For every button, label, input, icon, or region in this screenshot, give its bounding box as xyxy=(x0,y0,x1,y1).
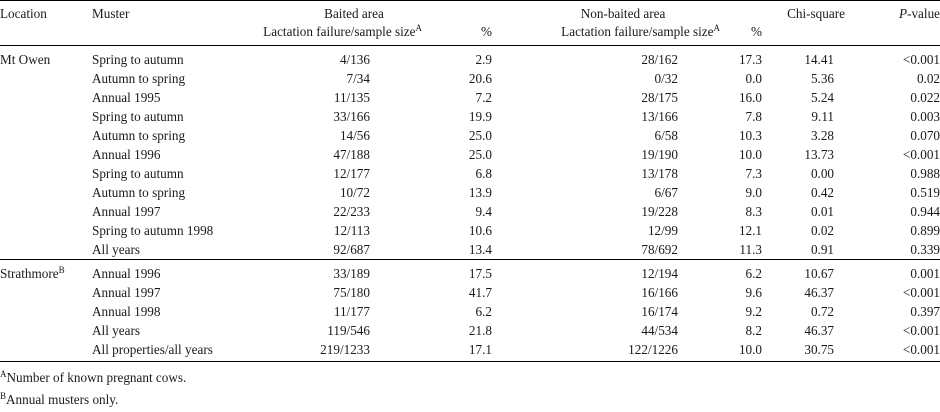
location-cell xyxy=(0,240,92,260)
location-cell xyxy=(0,340,92,362)
p-value-cell: 0.070 xyxy=(910,128,940,143)
header-nonbaited-lactation: Lactation failure/sample size$^A$ xyxy=(514,22,724,46)
nonbaited-pct-cell: 0.0 xyxy=(745,71,763,86)
location-cell: Mt Owen xyxy=(0,52,51,67)
header-p-value: P-value xyxy=(899,5,940,21)
chi-square-cell: 14.41 xyxy=(804,52,835,67)
header-baited-pct: % xyxy=(422,22,514,46)
table-row xyxy=(0,321,940,340)
muster-cell: All years xyxy=(92,323,140,338)
muster-cell: All years xyxy=(92,242,140,257)
nonbaited-pct-cell: 9.2 xyxy=(745,304,763,319)
baited-ratio-cell: 33/166 xyxy=(333,109,370,124)
muster-cell: Annual 1997 xyxy=(92,204,161,219)
baited-ratio-cell: 12/113 xyxy=(333,223,370,238)
baited-pct-cell: 20.6 xyxy=(468,71,492,86)
p-value-cell: <0.001 xyxy=(902,52,940,67)
header-nonbaited-pct: % xyxy=(724,22,772,46)
nonbaited-ratio-cell: 19/190 xyxy=(641,147,678,162)
table-row xyxy=(0,107,940,126)
table-row xyxy=(0,340,940,362)
baited-pct-cell: 6.2 xyxy=(475,304,492,319)
table-row xyxy=(0,302,940,321)
p-value-cell: 0.988 xyxy=(910,166,940,181)
nonbaited-ratio-cell: 16/174 xyxy=(641,304,678,319)
header-baited-lactation: Lactation failure/sample size$^A$ xyxy=(262,22,422,46)
table-row xyxy=(0,260,940,284)
p-value-cell: <0.001 xyxy=(860,340,940,362)
location-cell xyxy=(0,126,92,145)
nonbaited-ratio-cell: 122/1226 xyxy=(514,340,724,362)
nonbaited-ratio-cell: 6/67 xyxy=(654,185,678,200)
chi-square-cell: 0.02 xyxy=(810,223,835,238)
nonbaited-ratio-cell: 12/99 xyxy=(647,223,678,238)
baited-ratio-cell: 47/188 xyxy=(333,147,370,162)
nonbaited-ratio-cell: 78/692 xyxy=(641,242,678,257)
nonbaited-ratio-cell: 12/194 xyxy=(514,260,724,284)
location-cell xyxy=(0,283,92,302)
location-cell xyxy=(0,183,92,202)
muster-cell: Autumn to spring xyxy=(92,185,186,200)
location-cell xyxy=(0,321,92,340)
baited-ratio-cell: 33/189 xyxy=(262,260,422,284)
chi-square-cell: 3.28 xyxy=(810,128,835,143)
nonbaited-pct-cell: 11.3 xyxy=(739,242,763,257)
table-row xyxy=(0,46,940,70)
baited-pct-cell: 7.2 xyxy=(475,90,492,105)
location-cell xyxy=(0,69,92,88)
table-row xyxy=(0,183,940,202)
p-value-cell: 0.944 xyxy=(910,204,940,219)
group-mt-owen xyxy=(0,46,940,260)
nonbaited-pct-cell: 10.0 xyxy=(724,340,772,362)
location-cell xyxy=(0,221,92,240)
baited-ratio-cell: 92/687 xyxy=(333,242,370,257)
chi-square-cell: 0.91 xyxy=(810,242,835,257)
baited-pct-cell: 13.9 xyxy=(468,185,492,200)
nonbaited-pct-cell: 7.8 xyxy=(745,109,763,124)
nonbaited-pct-cell: 8.2 xyxy=(745,323,763,338)
baited-ratio-cell: 119/546 xyxy=(327,323,370,338)
table-row xyxy=(0,202,940,221)
p-value-cell: 0.003 xyxy=(910,109,940,124)
chi-square-cell: 0.01 xyxy=(810,204,835,219)
nonbaited-pct-cell: 17.3 xyxy=(738,52,763,67)
nonbaited-ratio-cell: 44/534 xyxy=(641,323,678,338)
footnote-b: $^B$Annual musters only. xyxy=(0,391,119,407)
baited-pct-cell: 19.9 xyxy=(468,109,492,124)
muster-cell: Annual 1997 xyxy=(92,285,161,300)
chi-square-cell: 0.00 xyxy=(810,166,835,181)
location-cell: Strathmore$^B$ xyxy=(0,260,92,284)
nonbaited-ratio-cell: 0/32 xyxy=(654,71,678,86)
nonbaited-ratio-cell: 28/175 xyxy=(641,90,678,105)
table-row xyxy=(0,69,940,88)
chi-square-cell: 0.42 xyxy=(810,185,835,200)
chi-square-cell: 0.72 xyxy=(810,304,835,319)
table-row xyxy=(0,88,940,107)
location-cell xyxy=(0,88,92,107)
baited-pct-cell: 6.8 xyxy=(475,166,492,181)
footnote-a: $^A$Number of known pregnant cows. xyxy=(0,369,187,385)
baited-ratio-cell: 12/177 xyxy=(333,166,370,181)
p-value-cell: 0.02 xyxy=(916,71,940,86)
p-value-cell: 0.519 xyxy=(910,185,940,200)
nonbaited-pct-cell: 8.3 xyxy=(745,204,763,219)
chi-square-cell: 46.37 xyxy=(804,285,835,300)
nonbaited-pct-cell: 6.2 xyxy=(724,260,772,284)
baited-ratio-cell: 4/136 xyxy=(339,52,370,67)
baited-pct-cell: 17.1 xyxy=(422,340,514,362)
baited-ratio-cell: 10/72 xyxy=(339,185,370,200)
header-location: Location xyxy=(0,5,47,21)
chi-square-cell: 5.24 xyxy=(810,90,835,105)
muster-cell: Spring to autumn xyxy=(92,52,184,67)
baited-ratio-cell: 14/56 xyxy=(339,128,370,143)
baited-ratio-cell: 219/1233 xyxy=(262,340,422,362)
baited-pct-cell: 13.4 xyxy=(468,242,492,257)
nonbaited-ratio-cell: 6/58 xyxy=(654,128,678,143)
nonbaited-pct-cell: 7.3 xyxy=(745,166,763,181)
p-value-cell: 0.022 xyxy=(910,90,940,105)
muster-cell: Spring to autumn xyxy=(92,109,184,124)
baited-ratio-cell: 22/233 xyxy=(333,204,370,219)
baited-pct-cell: 21.8 xyxy=(468,323,492,338)
location-cell xyxy=(0,145,92,164)
header-muster: Muster xyxy=(92,5,130,21)
chi-square-cell: 13.73 xyxy=(804,147,835,162)
baited-pct-cell: 9.4 xyxy=(475,204,492,219)
group-strathmore xyxy=(0,260,940,362)
p-value-cell: <0.001 xyxy=(902,323,940,338)
location-cell xyxy=(0,164,92,183)
muster-cell: Annual 1996 xyxy=(92,147,161,162)
nonbaited-ratio-cell: 13/166 xyxy=(641,109,678,124)
muster-cell: All properties/all years xyxy=(92,340,262,362)
muster-cell: Spring to autumn xyxy=(92,166,184,181)
table-header xyxy=(0,1,940,46)
chi-square-cell: 5.36 xyxy=(810,71,835,86)
chi-square-cell: 30.75 xyxy=(772,340,860,362)
baited-pct-cell: 25.0 xyxy=(468,128,492,143)
header-chi-square: Chi-square xyxy=(787,5,845,21)
muster-cell: Annual 1996 xyxy=(92,260,262,284)
table-row xyxy=(0,145,940,164)
muster-cell: Spring to autumn 1998 xyxy=(92,223,214,238)
nonbaited-ratio-cell: 13/178 xyxy=(641,166,678,181)
nonbaited-ratio-cell: 28/162 xyxy=(641,52,678,67)
table-row xyxy=(0,126,940,145)
chi-square-cell: 9.11 xyxy=(811,109,835,124)
location-cell xyxy=(0,302,92,321)
p-value-cell: 0.339 xyxy=(910,242,940,257)
location-cell xyxy=(0,107,92,126)
nonbaited-ratio-cell: 19/228 xyxy=(641,204,678,219)
nonbaited-pct-cell: 9.6 xyxy=(745,285,763,300)
location-cell xyxy=(0,202,92,221)
p-value-cell: 0.397 xyxy=(910,304,940,319)
nonbaited-pct-cell: 16.0 xyxy=(738,90,763,105)
muster-cell: Annual 1995 xyxy=(92,90,161,105)
table-row xyxy=(0,283,940,302)
baited-pct-cell: 25.0 xyxy=(468,147,492,162)
nonbaited-pct-cell: 10.0 xyxy=(738,147,763,162)
nonbaited-pct-cell: 12.1 xyxy=(738,223,763,238)
p-value-cell: <0.001 xyxy=(902,285,940,300)
table-row xyxy=(0,221,940,240)
table-row xyxy=(0,164,940,183)
baited-pct-cell: 10.6 xyxy=(468,223,492,238)
muster-cell: Autumn to spring xyxy=(92,128,186,143)
nonbaited-pct-cell: 9.0 xyxy=(745,185,763,200)
nonbaited-ratio-cell: 16/166 xyxy=(641,285,678,300)
nonbaited-pct-cell: 10.3 xyxy=(738,128,763,143)
baited-pct-cell: 41.7 xyxy=(468,285,492,300)
header-baited-area: Baited area xyxy=(324,5,384,21)
muster-cell: Autumn to spring xyxy=(92,71,186,86)
baited-ratio-cell: 11/177 xyxy=(333,304,370,319)
baited-ratio-cell: 75/180 xyxy=(333,285,370,300)
p-value-cell: <0.001 xyxy=(902,147,940,162)
baited-pct-cell: 2.9 xyxy=(475,52,492,67)
muster-cell: Annual 1998 xyxy=(92,304,161,319)
p-value-cell: 0.899 xyxy=(910,223,940,238)
chi-square-cell: 10.67 xyxy=(772,260,860,284)
chi-square-cell: 46.37 xyxy=(804,323,835,338)
baited-ratio-cell: 7/34 xyxy=(346,71,370,86)
baited-pct-cell: 17.5 xyxy=(422,260,514,284)
table-row xyxy=(0,240,940,260)
baited-ratio-cell: 11/135 xyxy=(333,90,370,105)
header-nonbaited-area: Non-baited area xyxy=(580,5,666,21)
p-value-cell: 0.001 xyxy=(860,260,940,284)
